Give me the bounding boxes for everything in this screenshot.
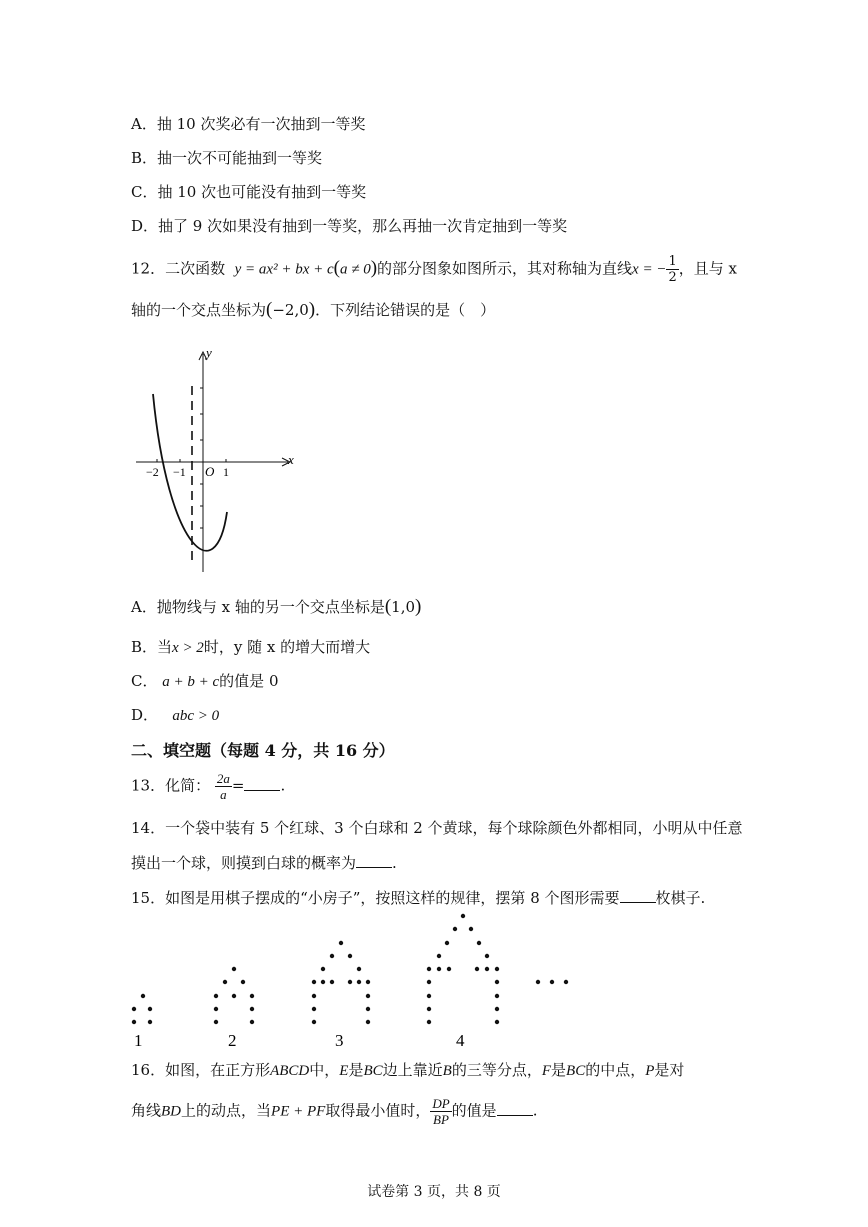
q12-text1: 的部分图象如图所示，其对称轴为直线 bbox=[377, 259, 633, 278]
q11-option-b: B．抽一次不可能抽到一等奖 bbox=[131, 149, 323, 167]
figure-label-3: 3 bbox=[335, 1031, 344, 1050]
q16-fraction: $\frac{DP}{BP}$ bbox=[432, 1096, 450, 1127]
house-figure-1 bbox=[132, 994, 152, 1024]
q12-condition: a ≠ 0 bbox=[339, 261, 371, 278]
q12-option-a: A．抛物线与 x 轴的另一个交点坐标是(1,0) bbox=[131, 596, 422, 617]
q12-axis-lhs: x = − bbox=[632, 261, 667, 278]
q12-line2: 轴的一个交点坐标为(−2,0)．下列结论错误的是（ ） bbox=[131, 299, 496, 320]
q13: 13．化简： $\frac{2a}{a}$ = . bbox=[131, 771, 286, 802]
house-figure-4 bbox=[427, 914, 499, 1024]
q16-line2: 角线BD上的动点，当PE + PF取得最小值时， $\frac{DP}{BP}$ 的值是 . bbox=[131, 1096, 538, 1127]
figure-label-2: 2 bbox=[228, 1031, 237, 1050]
figure-label-4: 4 bbox=[456, 1031, 465, 1050]
tick-label-neg2: −2 bbox=[146, 465, 159, 479]
q14-answer-blank[interactable] bbox=[356, 855, 392, 868]
q15-text: 15．如图是用棋子摆成的“小房子”，按照这样的规律，摆第 8 个图形需要 枚棋子. bbox=[131, 889, 706, 907]
q11-option-d: D．抽了 9 次如果没有抽到一等奖，那么再抽一次肯定抽到一等奖 bbox=[131, 217, 568, 235]
ellipsis-icon bbox=[536, 980, 568, 984]
q15-answer-blank[interactable] bbox=[620, 890, 656, 903]
q12-option-d: D． abc > 0 bbox=[131, 706, 220, 724]
q11-option-c: C．抽 10 次也可能没有抽到一等奖 bbox=[131, 183, 367, 201]
q11-option-a: A．抽 10 次奖必有一次抽到一等奖 bbox=[131, 115, 366, 133]
q12-point: −2,0 bbox=[272, 301, 309, 319]
tick-label-1: 1 bbox=[223, 465, 229, 479]
x-axis-label: x bbox=[288, 452, 294, 467]
q12-parabola-graph bbox=[130, 340, 310, 575]
q12-axis-fraction: $\frac{1}{2}$ bbox=[668, 254, 677, 285]
q12-line1: 12．二次函数 y = ax² + bx + c(a ≠ 0)的部分图象如图所示，其对称轴为直线x = − $\frac{1}{2}$ ，且与 x bbox=[131, 254, 737, 285]
q12-formula: y = ax² + bx + c bbox=[234, 261, 334, 278]
q12-option-b: B．当x > 2时，y 随 x 的增大而增大 bbox=[131, 638, 371, 656]
origin-label: O bbox=[205, 464, 215, 479]
page-footer: 试卷第 3 页，共 8 页 bbox=[367, 1184, 501, 1200]
house-figure-2 bbox=[214, 967, 254, 1024]
figure-label-1: 1 bbox=[134, 1031, 143, 1050]
section2-title: 二、填空题（每题 4 分，共 16 分） bbox=[131, 741, 395, 760]
parabola-curve bbox=[153, 394, 227, 551]
q12-option-c: C． a + b + c的值是 0 bbox=[131, 672, 279, 690]
tick-label-neg1: −1 bbox=[173, 465, 186, 479]
q13-answer-blank[interactable] bbox=[244, 778, 280, 791]
q15-dot-figures bbox=[120, 910, 590, 1050]
q16-answer-blank[interactable] bbox=[497, 1103, 533, 1116]
q14-line1: 14．一个袋中装有 5 个红球、3 个白球和 2 个黄球，每个球除颜色外都相同，小明从中任意 bbox=[131, 819, 743, 837]
house-figure-3 bbox=[312, 941, 370, 1024]
q16-line1: 16．如图，在正方形ABCD中，E是BC边上靠近B的三等分点，F是BC的中点，P是对 bbox=[131, 1061, 685, 1079]
q12-text2: ，且与 x bbox=[678, 259, 737, 278]
q14-line2: 摸出一个球，则摸到白球的概率为 . bbox=[131, 854, 397, 872]
y-axis-label: y bbox=[206, 345, 212, 360]
q13-fraction: $\frac{2a}{a}$ bbox=[216, 771, 230, 802]
q12-number: 12．二次函数 bbox=[131, 259, 226, 278]
